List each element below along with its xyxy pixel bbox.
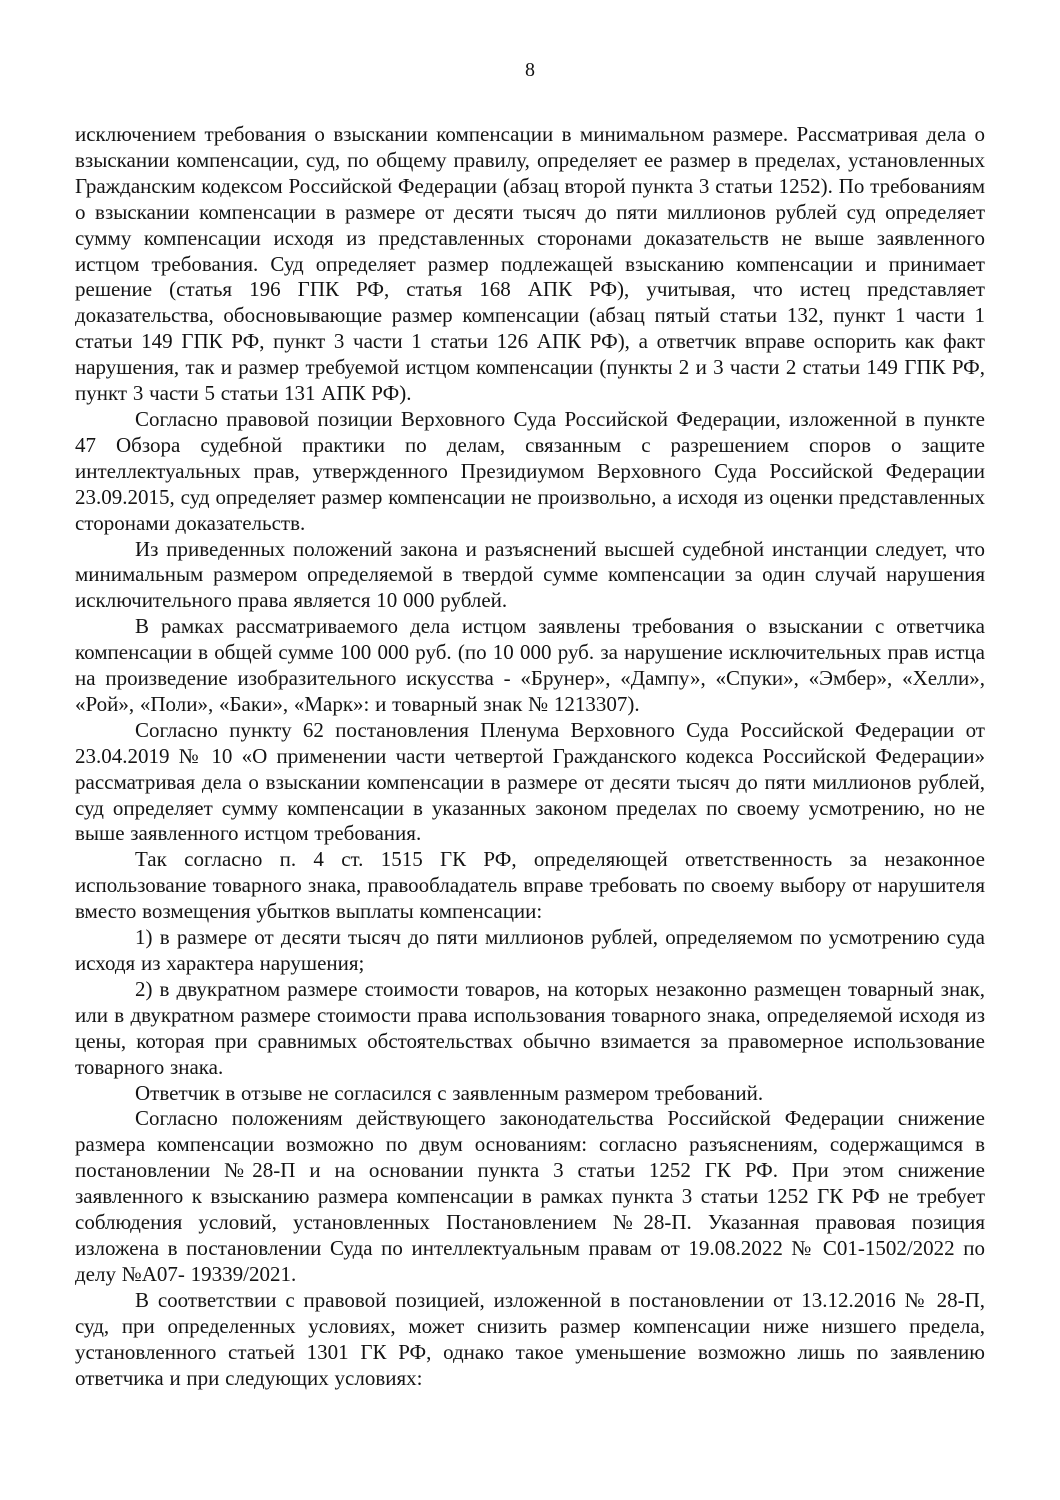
paragraph: 1) в размере от десяти тысяч до пяти миллионов рублей, определяемом по усмотрению суда исходя из характера нарушения; <box>75 925 985 975</box>
paragraph: Так согласно п. 4 ст. 1515 ГК РФ, определяющей ответственность за незаконное использование товарного знака, правообладатель вправе требовать по своему выбору от нарушителя вместо возмещения убытков выплаты компенсации: <box>75 847 985 924</box>
document-body <box>75 122 985 1391</box>
paragraph: В соответствии с правовой позицией, изложенной в постановлении от 13.12.2016 № 28-П, суд, при определенных условиях, может снизить размер компенсации ниже низшего предела, установленного статьей 1301 ГК РФ, однако такое уменьшение возможно лишь по заявлению ответчика и при следующих условиях: <box>75 1287 985 1390</box>
page-number: 8 <box>525 59 535 81</box>
paragraph: Согласно пункту 62 постановления Пленума Верховного Суда Российской Федерации от 23.04.2019 № 10 «О применении части четвертой Гражданского кодекса Российской Федерации» рассматривая дела о взыскании компенсации в размере от десяти тысяч до пяти миллионов рублей, суд определяет сумму компенсации в указанных законом пределах по своему усмотрению, но не выше заявленного истцом требования. <box>75 717 985 846</box>
paragraph: исключением требования о взыскании компенсации в минимальном размере. Рассматривая дела о взыскании компенсации, суд, по общему правилу, определяет ее размер в пределах, установленных Гражданским кодексом Российской Федерации (абзац второй пункта 3 статьи 1252). По требованиям о взыскании компенсации в размере от десяти тысяч до пяти миллионов рублей суд определяет сумму компенсации исходя из представленных сторонами доказательств не выше заявленного истцом требования. Суд определяет размер подлежащей взысканию компенсации и принимает решение (статья 196 ГПК РФ, статья 168 АПК РФ), учитывая, что истец представляет доказательства, обосновывающие размер компенсации (абзац пятый статьи 132, пункт 1 части 1 статьи 149 ГПК РФ, пункт 3 части 1 статьи 126 АПК РФ), а ответчик вправе оспорить как факт нарушения, так и размер требуемой истцом компенсации (пункты 2 и 3 части 2 статьи 149 ГПК РФ, пункт 3 части 5 статьи 131 АПК РФ). <box>75 122 985 406</box>
paragraph: Ответчик в отзыве не согласился с заявленным размером требований. <box>135 1080 764 1105</box>
paragraph: В рамках рассматриваемого дела истцом заявлены требования о взыскании с ответчика компенсации в общей сумме 100 000 руб. (по 10 000 руб. за нарушение исключительных прав истца на произведение изобразительного искусства - «Брунер», «Дампу», «Спуки», «Эмбер», «Хелли», «Рой», «Поли», «Баки», «Марк»: и товарный знак № 1213307). <box>75 614 985 716</box>
paragraph: 2) в двукратном размере стоимости товаров, на которых незаконно размещен товарный знак, или в двукратном размере стоимости права использования товарного знака, определяемой исходя из цены, которая при сравнимых обстоятельствах обычно взимается за правомерное использование товарного знака. <box>75 976 985 1079</box>
paragraph: Согласно правовой позиции Верховного Суда Российской Федерации, изложенной в пункте 47 Обзора судебной практики по делам, связанным с разрешением споров о защите интеллектуальных прав, утвержденного Президиумом Верховного Суда Российской Федерации 23.09.2015, суд определяет размер компенсации не произвольно, а исходя из оценки представленных сторонами доказательств. <box>75 406 985 535</box>
paragraph: Из приведенных положений закона и разъяснений высшей судебной инстанции следует, что минимальным размером определяемой в твердой сумме компенсации за один случай нарушения исключительного права является 10 000 рублей. <box>75 536 985 613</box>
paragraph: Согласно положениям действующего законодательства Российской Федерации снижение размера компенсации возможно по двум основаниям: согласно разъяснениям, содержащимся в постановлении №28-П и на основании пункта 3 статьи 1252 ГК РФ. При этом снижение заявленного к взысканию размера компенсации в рамках пункта 3 статьи 1252 ГК РФ не требует соблюдения условий, установленных Постановлением №28-П. Указанная правовая позиция изложена в постановлении Суда по интеллектуальным правам от 19.08.2022 № С01-1502/2022 по делу №А07- 19339/2021. <box>75 1106 985 1286</box>
